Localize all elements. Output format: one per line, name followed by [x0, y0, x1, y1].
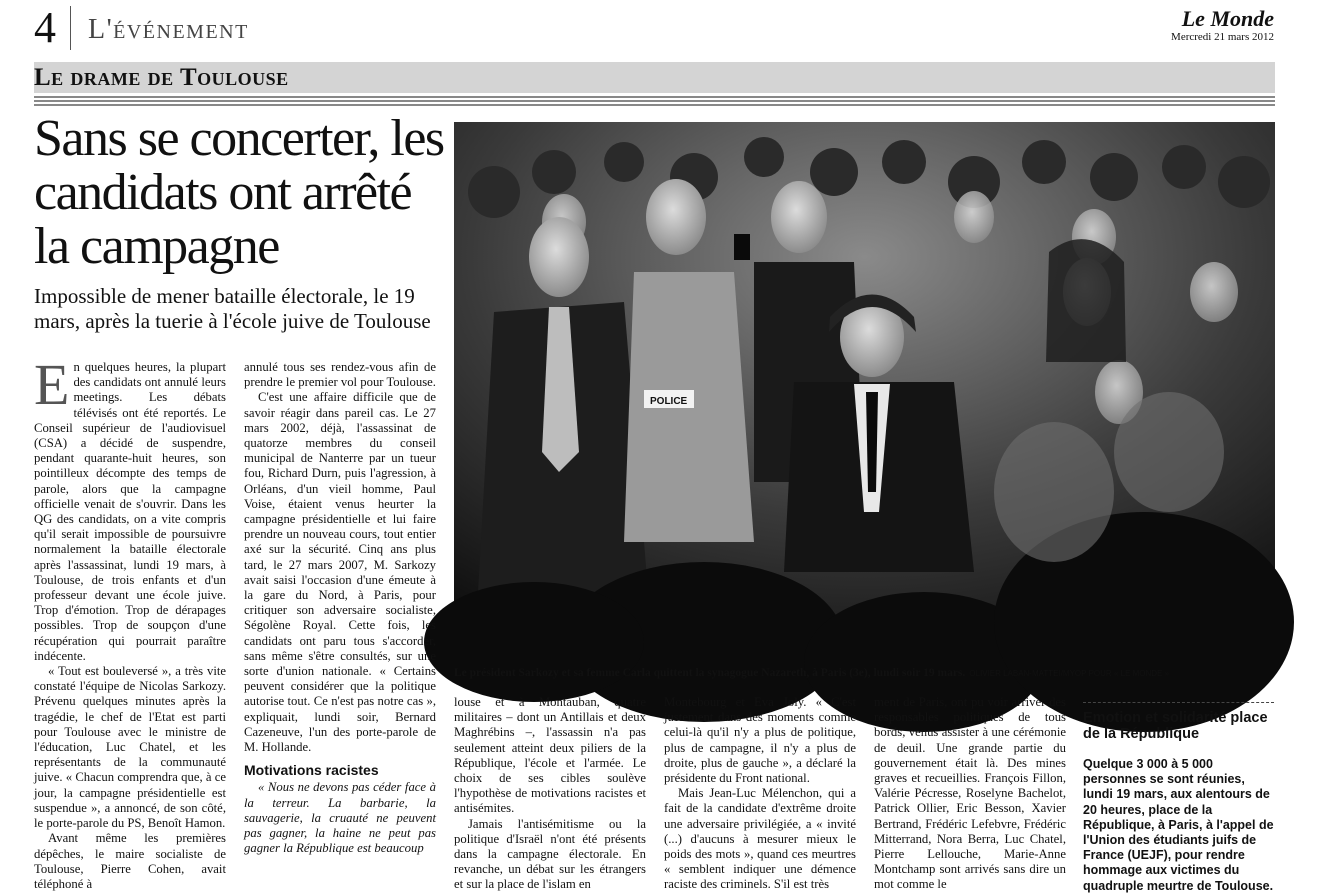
- kicker-rule-2: [34, 100, 1275, 102]
- standfirst: Impossible de mener bataille électorale, le 19 mars, après la tuerie à l'école juive de Toulouse: [34, 284, 431, 333]
- kicker-rule-3: [34, 104, 1275, 106]
- article-column-1: [34, 352, 226, 891]
- issue-date: Mercredi 21 mars 2012: [1171, 31, 1274, 43]
- page-number: 4: [34, 3, 56, 52]
- masthead-logo: Le Monde: [1181, 6, 1274, 31]
- headline: Sans se concerter, les candidats ont arrêté la campagne: [34, 110, 444, 275]
- paragraph: Montebourg et Eva Joly. « C'est justement dans des moments comme celui-là qu'il n'y a plus de politique, plus de campagne, il n'y a plus de droite, plus de gauche », a déclaré la présidente du Front national.: [664, 695, 856, 786]
- sidebar-body: Quelque 3 000 à 5 000 personnes se sont réunies, lundi 19 mars, aux alentours de 20 heures, place de la République, à Paris, à l'appel de l'Union des étudiants juifs de France (UEJF), pour rendre hommage aux victimes du quadruple meurtre de Toulouse.: [1083, 757, 1274, 893]
- crowd-photo: [454, 122, 1275, 662]
- caption-text: Le président Sarkozy et sa femme Carla quittent la synagogue Nazareth, à Paris (3e), lundi soir 19 mars.: [454, 667, 966, 679]
- paragraph: Jamais l'antisémitisme ou la politique d'Israël n'ont été présents dans la campagne électorale. En revanche, un débat sur les étrangers et sur la place de l'islam en: [454, 816, 646, 892]
- header-divider: [70, 6, 71, 50]
- paragraph: Mais Jean-Luc Mélenchon, qui a fait de la candidate d'extrême droite une adversaire privilégiée, a « invité (...) d'aucuns à mesurer mieux le poids des mots », quand ces meurtres « semblent indiquer une démence raciste des criminels. S'il est très: [664, 786, 856, 892]
- paragraph: louse et à Montauban, quatre militaires – dont un Antillais et deux Maghrébins –, l'assassin n'a pas seulement atteint deux piliers de la République, l'école et l'armée. Le choix de ses cibles soulève l'hypothèse de motivations racistes et antisémites.: [454, 695, 646, 816]
- paragraph: « Tout est bouleversé », a très vite constaté l'équipe de Nicolas Sarkozy. Prévenu quelques minutes après la tragédie, le chef de l'Etat est parti pour Toulouse avec le ministre de l'éducation, Luc Chatel, et les représentants de la communauté juive. « Chacun comprendra que, à ce jour, la campagne présidentielle est suspendue », a annoncé, de son côté, le porte-parole du PS, Benoît Hamon.: [34, 664, 226, 831]
- sidebar-title: Emotion et solidarité place de la République: [1083, 710, 1268, 742]
- kicker: Le drame de Toulouse: [34, 64, 289, 91]
- sidebar-divider: [1083, 702, 1274, 703]
- photo-caption: [454, 667, 1275, 679]
- intertitle: Motivations racistes: [244, 762, 379, 779]
- photo-credit: OLIVIER LABAN-MATTEI/MYOP POUR « LE MONDE »: [969, 669, 1170, 678]
- article-column-2: [244, 360, 436, 885]
- article-column-3: [454, 695, 646, 892]
- drop-cap: E: [34, 352, 70, 417]
- paragraph: ment de Paris, ont pu voir arriver des responsables politiques de tous bords, venus assister à une cérémonie de deuil. Une grande partie du gouvernement était là. Des mines graves et recueillies. François Fillon, Valérie Pécresse, Roselyne Bachelot, Patrick Ollier, Eric Besson, Xavier Bertrand, Frédéric Lefebvre, Frédéric Mitterrand, Nora Berra, Luc Chatel, Pierre Lellouche, Marie-Anne Montchamp sont arrivés sans dire un mot comme le: [874, 695, 1066, 892]
- paragraph: « Nous ne devons pas céder face à la terreur. La barbarie, la sauvagerie, la cruauté ne peuvent pas gagner, la haine ne peut pas gagner la République est beaucoup: [244, 780, 436, 856]
- article-column-4: [664, 695, 856, 892]
- article-column-5: [874, 695, 1066, 892]
- paragraph: Avant même les premières dépêches, le maire socialiste de Toulouse, Pierre Cohen, avait téléphoné à: [34, 831, 226, 891]
- paragraph: [34, 352, 226, 664]
- paragraph: C'est une affaire difficile que de savoir réagir dans pareil cas. Le 27 mars 2002, déjà, l'assassinat de quatorze membres du conseil municipal de Nanterre par un tueur fou, Richard Durn, puis l'agression, à Orléans, d'un vieil homme, Paul Voise, étaient venus heurter la campagne présidentielle et lui faire prendre un nouveau cours, tout entier axé sur la sécurité. Cinq ans plus tard, le 27 mars 2007, M. Sarkozy avait saisi l'occasion d'une émeute à la gare du Nord, à Paris, pour critiquer son adversaire socialiste, Ségolène Royal. Cette fois, les candidats ont paru tous s'accorder, sans même s'être consultés, sur une sorte d'union nationale. « Certains peuvent considérer que la politique autorise tout. Ce n'est pas notre cas », expliquait, lundi soir, Bernard Cazeneuve, l'un des porte-parole de M. Hollande.: [244, 390, 436, 755]
- paragraph: annulé tous ses rendez-vous afin de prendre le premier vol pour Toulouse.: [244, 360, 436, 390]
- section-title: L'événement: [88, 14, 249, 45]
- police-armband: POLICE: [650, 396, 688, 407]
- kicker-rule-1: [34, 96, 1275, 98]
- paragraph-text: n quelques heures, la plupart des candidats ont annulé leurs meetings. Les débats télévisés ont été reportés. Le Conseil supérieur de l'audiovisuel (CSA) a décidé de suspendre, pendant quarante-huit heures, son pointilleux décompte des temps de parole, alors que la campagne officielle venait de s'ouvrir. Dans les QG des candidats, on a vite compris qu'il serait impossible de poursuivre normalement la bataille électorale après l'assassinat, lundi 19 mars, à Toulouse, de trois enfants et d'un professeur devant une école juive. Trop d'émotion. Trop de dérapages possibles. Trop de soupçon d'une récupération qui pourrait paraître indécente.: [34, 360, 226, 663]
